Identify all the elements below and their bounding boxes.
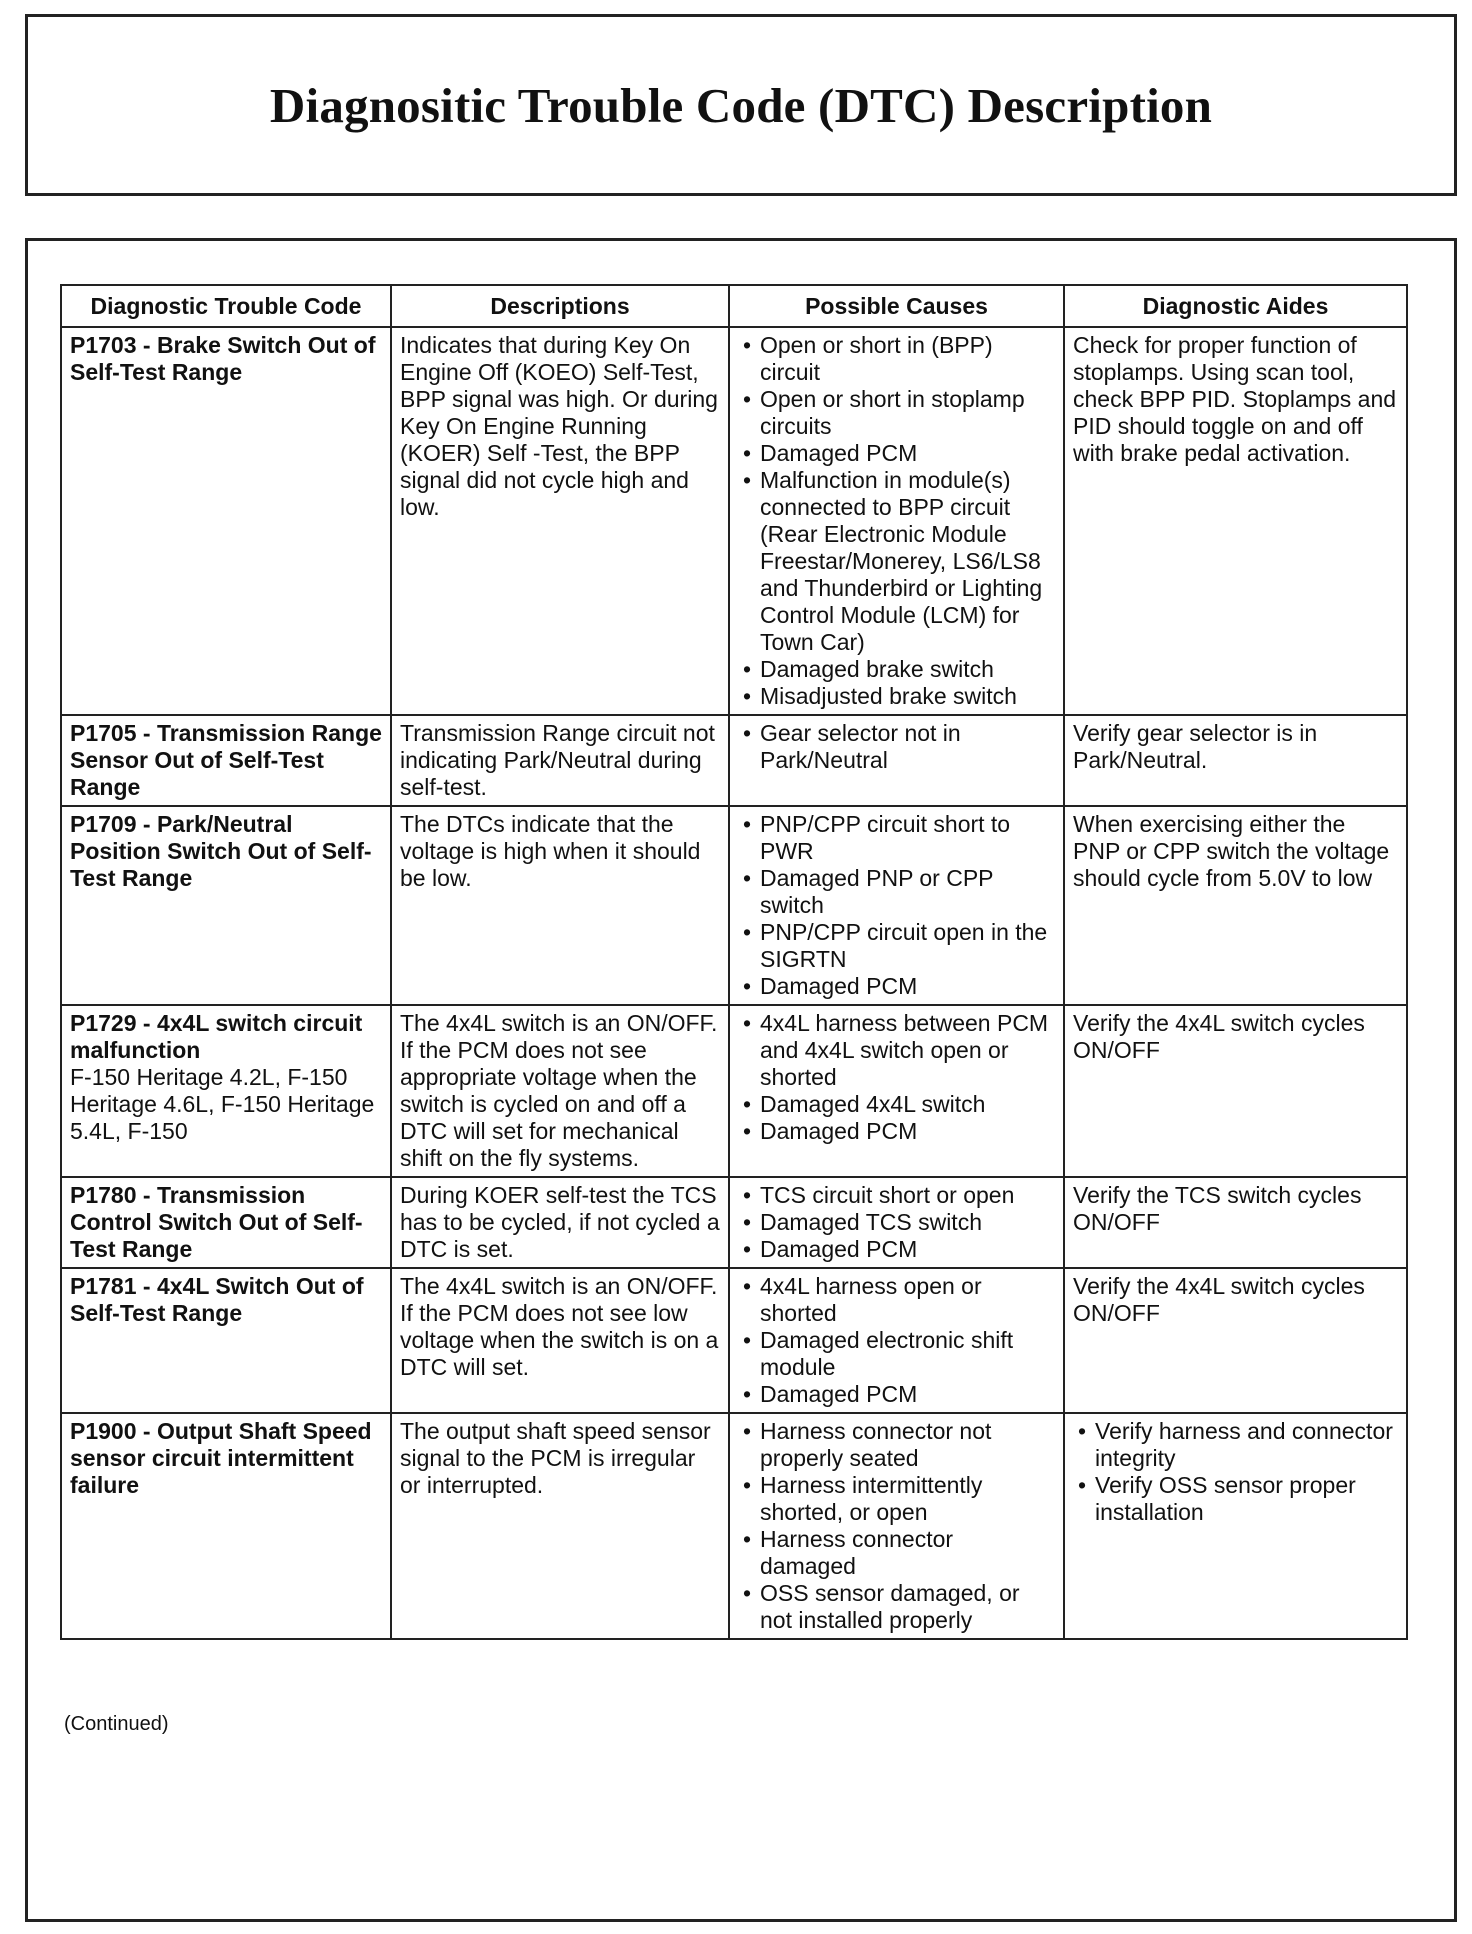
possible-causes-cell (729, 327, 1064, 715)
cause-item: • Damaged electronic shift module (738, 1327, 1055, 1381)
page-title: Diagnositic Trouble Code (DTC) Description (269, 77, 1213, 133)
aide-item: • Verify OSS sensor proper installation (1073, 1472, 1398, 1526)
aide-text: When exercising either the PNP or CPP switch the voltage should cycle from 5.0V to low (1073, 811, 1390, 891)
cause-item: • Harness connector not properly seated (738, 1418, 1055, 1472)
dtc-code: P1729 - 4x4L switch circuit malfunction (70, 1010, 363, 1063)
dtc-code-vehicles: F-150 Heritage 4.2L, F-150 Heritage 4.6L, F-150 Heritage 5.4L, F-150 (70, 1064, 375, 1144)
dtc-code-cell (61, 1005, 391, 1177)
title-box (25, 14, 1457, 196)
diagnostic-aides-cell (1064, 1268, 1407, 1413)
cause-item: • Damaged PCM (738, 1118, 1055, 1145)
description-cell: Indicates that during Key On Engine Off (KOEO) Self-Test, BPP signal was high. Or during Key On Engine Running (KOER) Self -Test, the BPP signal did not cycle high and low. (391, 327, 729, 715)
possible-causes-cell (729, 806, 1064, 1005)
description-cell: The DTCs indicate that the voltage is high when it should be low. (391, 806, 729, 1005)
diagnostic-aides-cell (1064, 1177, 1407, 1268)
causes-list (738, 720, 1055, 774)
table-row (61, 1177, 1407, 1268)
aide-text: Verify the 4x4L switch cycles ON/OFF (1073, 1010, 1365, 1063)
possible-causes-cell (729, 1177, 1064, 1268)
cause-item: • Harness intermittently shorted, or open (738, 1472, 1055, 1526)
possible-causes-cell (729, 1268, 1064, 1413)
causes-list (738, 1010, 1055, 1145)
causes-list (738, 1418, 1055, 1634)
description-cell: The 4x4L switch is an ON/OFF. If the PCM does not see appropriate voltage when the switch is cycled on and off a DTC will set for mechanical shift on the fly systems. (391, 1005, 729, 1177)
dtc-code-cell (61, 1177, 391, 1268)
cause-item: • PNP/CPP circuit open in the SIGRTN (738, 919, 1055, 973)
cause-item: • Damaged PNP or CPP switch (738, 865, 1055, 919)
cause-item: • TCS circuit short or open (738, 1182, 1055, 1209)
table-row (61, 806, 1407, 1005)
causes-list (738, 1182, 1055, 1263)
aide-text: Check for proper function of stoplamps. Using scan tool, check BPP PID. Stoplamps and PID should toggle on and off with brake pedal activation. (1073, 332, 1397, 466)
table-row (61, 1268, 1407, 1413)
table-header-row (61, 285, 1407, 327)
table-row (61, 1005, 1407, 1177)
diagnostic-aides-cell (1064, 806, 1407, 1005)
dtc-code-cell (61, 806, 391, 1005)
cause-item: • 4x4L harness between PCM and 4x4L switch open or shorted (738, 1010, 1055, 1091)
diagnostic-aides-cell (1064, 1005, 1407, 1177)
cause-item: • Misadjusted brake switch (738, 683, 1055, 710)
column-header-causes: Possible Causes (729, 285, 1064, 327)
aide-item: • Verify harness and connector integrity (1073, 1418, 1398, 1472)
column-header-aides: Diagnostic Aides (1064, 285, 1407, 327)
aide-text: Verify the TCS switch cycles ON/OFF (1073, 1182, 1362, 1235)
dtc-code: P1709 - Park/Neutral Position Switch Out of Self-Test Range (70, 811, 372, 891)
cause-item: • OSS sensor damaged, or not installed properly (738, 1580, 1055, 1634)
cause-item: • Damaged 4x4L switch (738, 1091, 1055, 1118)
dtc-code: P1705 - Transmission Range Sensor Out of Self-Test Range (70, 720, 382, 800)
possible-causes-cell (729, 1005, 1064, 1177)
dtc-code: P1781 - 4x4L Switch Out of Self-Test Range (70, 1273, 364, 1326)
dtc-table (60, 284, 1408, 1640)
dtc-code: P1703 - Brake Switch Out of Self-Test Range (70, 332, 376, 385)
cause-item: • Harness connector damaged (738, 1526, 1055, 1580)
aides-list (1073, 1418, 1398, 1526)
cause-item: • Gear selector not in Park/Neutral (738, 720, 1055, 774)
table-row (61, 1413, 1407, 1639)
dtc-code-cell (61, 327, 391, 715)
dtc-code: P1780 - Transmission Control Switch Out of Self-Test Range (70, 1182, 363, 1262)
column-header-code: Diagnostic Trouble Code (61, 285, 391, 327)
cause-item: • Damaged PCM (738, 1381, 1055, 1408)
content-box (25, 238, 1457, 1922)
description-cell: The output shaft speed sensor signal to the PCM is irregular or interrupted. (391, 1413, 729, 1639)
table-row (61, 715, 1407, 806)
continued-note: (Continued) (64, 1713, 169, 1735)
cause-item: • Damaged PCM (738, 973, 1055, 1000)
diagnostic-aides-cell (1064, 715, 1407, 806)
possible-causes-cell (729, 1413, 1064, 1639)
causes-list (738, 1273, 1055, 1408)
cause-item: • Open or short in (BPP) circuit (738, 332, 1055, 386)
cause-item: • Damaged TCS switch (738, 1209, 1055, 1236)
cause-item: • Malfunction in module(s) connected to BPP circuit (Rear Electronic Module Freestar/Monerey, LS6/LS8 and Thunderbird or Lighting Control Module (LCM) for Town Car) (738, 467, 1055, 656)
cause-item: • Damaged brake switch (738, 656, 1055, 683)
cause-item: • Open or short in stoplamp circuits (738, 386, 1055, 440)
dtc-code: P1900 - Output Shaft Speed sensor circuit intermittent failure (70, 1418, 372, 1498)
diagnostic-aides-cell (1064, 1413, 1407, 1639)
table-body (61, 327, 1407, 1639)
dtc-code-cell (61, 715, 391, 806)
description-cell: Transmission Range circuit not indicating Park/Neutral during self-test. (391, 715, 729, 806)
column-header-descriptions: Descriptions (391, 285, 729, 327)
cause-item: • Damaged PCM (738, 440, 1055, 467)
causes-list (738, 332, 1055, 710)
dtc-code-cell (61, 1268, 391, 1413)
dtc-code-cell (61, 1413, 391, 1639)
possible-causes-cell (729, 715, 1064, 806)
aide-text: Verify gear selector is in Park/Neutral. (1073, 720, 1318, 773)
diagnostic-aides-cell (1064, 327, 1407, 715)
cause-item: • PNP/CPP circuit short to PWR (738, 811, 1055, 865)
causes-list (738, 811, 1055, 1000)
table-row (61, 327, 1407, 715)
description-cell: During KOER self-test the TCS has to be cycled, if not cycled a DTC is set. (391, 1177, 729, 1268)
aide-text: Verify the 4x4L switch cycles ON/OFF (1073, 1273, 1365, 1326)
cause-item: • 4x4L harness open or shorted (738, 1273, 1055, 1327)
description-cell: The 4x4L switch is an ON/OFF. If the PCM does not see low voltage when the switch is on a DTC will set. (391, 1268, 729, 1413)
cause-item: • Damaged PCM (738, 1236, 1055, 1263)
